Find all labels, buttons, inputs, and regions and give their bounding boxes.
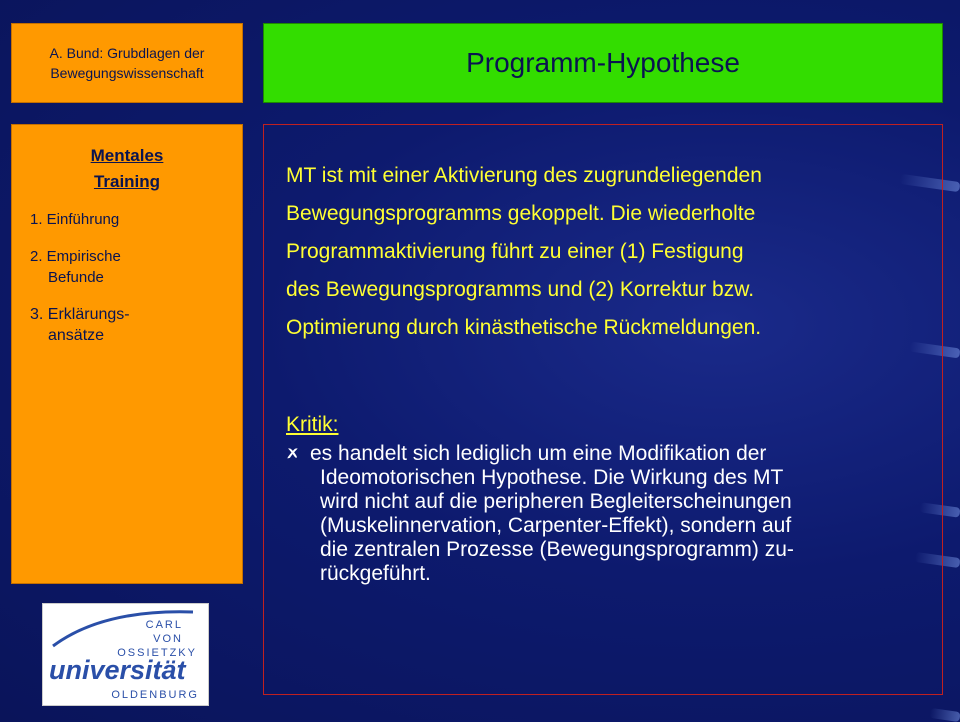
- paragraph-line: MT ist mit einer Aktivierung des zugrundeliegenden: [286, 164, 762, 187]
- hypothesis-paragraph: [286, 157, 926, 347]
- paragraph-line: Bewegungsprogramms gekoppelt. Die wiederholte: [286, 202, 756, 225]
- kritik-heading: Kritik:: [286, 413, 339, 436]
- paragraph-line: des Bewegungsprogramms und (2) Korrektur bzw.: [286, 278, 755, 301]
- course-line-1: A. Bund: Grubdlagen der: [49, 45, 205, 61]
- sidebar-item-label: 1. Einführung: [30, 211, 120, 228]
- logo-text-von: VON: [153, 633, 183, 645]
- logo-text-ossietzky: OSSIETZKY: [117, 647, 197, 659]
- sidebar-item-label-cont: Befunde: [48, 269, 104, 286]
- kritik-line: die zentralen Prozesse (Bewegungsprogramm) zu-: [320, 538, 794, 561]
- paragraph-line: Optimierung durch kinästhetische Rückmeldungen.: [286, 316, 762, 339]
- sidebar-item-2: [30, 246, 242, 288]
- sidebar-item-label-cont: ansätze: [48, 327, 105, 344]
- paragraph-line: Programmaktivierung führt zu einer (1) Festigung: [286, 240, 744, 263]
- slide-title-box: [263, 23, 943, 103]
- sidebar-heading-line-2: Training: [93, 172, 161, 191]
- kritik-text: [310, 442, 930, 586]
- kritik-line: Ideomotorischen Hypothese. Die Wirkung des MT: [320, 466, 784, 489]
- university-logo: [42, 603, 209, 706]
- sidebar-outline: [11, 124, 243, 584]
- cross-bullet-icon: 🗶: [285, 443, 301, 465]
- logo-graphic: [43, 604, 208, 705]
- kritik-line: (Muskelinnervation, Carpenter-Effekt), sondern auf: [320, 514, 792, 537]
- kritik-line: wird nicht auf die peripheren Begleiterscheinungen: [320, 490, 792, 513]
- content-panel: [263, 124, 943, 695]
- sidebar-heading: [12, 143, 242, 195]
- logo-text-universitaet: universität: [49, 655, 186, 685]
- course-line-2: Bewegungswissenschaft: [50, 65, 204, 81]
- kritik-line: rückgeführt.: [320, 562, 431, 585]
- sidebar-item-3: [30, 304, 242, 346]
- logo-text-oldenburg: OLDENBURG: [111, 689, 199, 701]
- sidebar-item-label: 2. Empirische: [30, 248, 121, 265]
- slide-title: Programm-Hypothese: [466, 47, 740, 78]
- sidebar-item-label: 3. Erklärungs-: [30, 306, 130, 323]
- sidebar-heading-line-1: Mentales: [90, 146, 164, 165]
- logo-text-carl: CARL: [145, 619, 183, 631]
- course-label-box: [11, 23, 243, 103]
- sidebar-item-1: [30, 209, 242, 230]
- kritik-line: es handelt sich lediglich um eine Modifikation der: [310, 442, 767, 465]
